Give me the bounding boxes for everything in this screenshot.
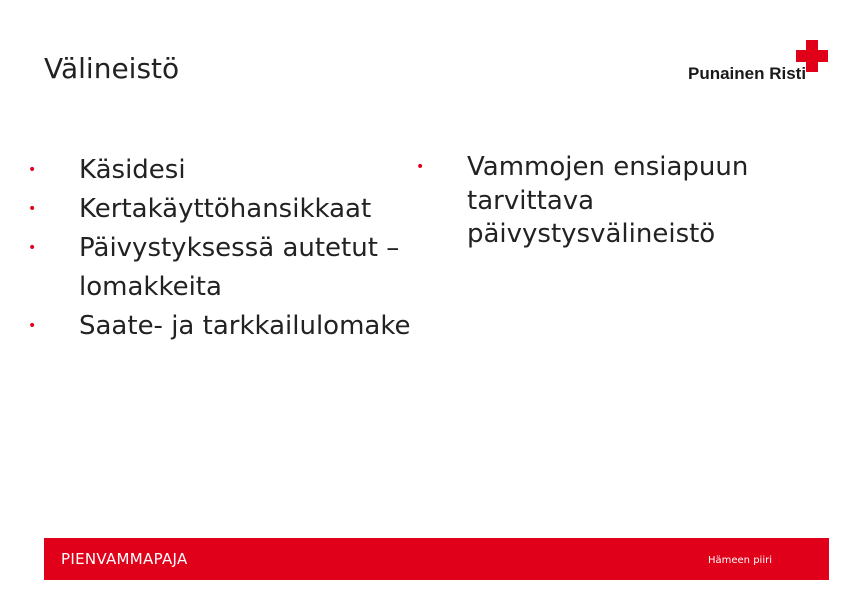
bullet-icon: • <box>416 159 425 175</box>
list-item-text: Kertakäyttöhansikkaat <box>79 194 372 224</box>
bullet-icon: • <box>28 240 37 256</box>
left-bullet-list <box>28 151 418 346</box>
list-item <box>28 229 418 307</box>
list-item <box>28 307 418 346</box>
list-item <box>28 151 418 190</box>
footer-district-name: Hämeen piiri <box>707 555 772 566</box>
list-item <box>416 151 816 252</box>
footer-bar <box>44 538 829 580</box>
footer-course-name: PIENVAMMAPAJA <box>61 550 188 568</box>
red-cross-icon <box>796 40 828 72</box>
logo-text: Punainen Risti <box>688 64 807 83</box>
punainen-risti-logo <box>688 40 830 90</box>
list-item-text: Käsidesi <box>79 155 186 185</box>
bullet-icon: • <box>28 318 37 334</box>
bullet-icon: • <box>28 162 37 178</box>
bullet-icon: • <box>28 201 37 217</box>
slide-title: Välineistö <box>44 52 180 85</box>
list-item-text: Päivystyksessä autetut – lomakkeita <box>79 233 400 302</box>
list-item-text: Saate- ja tarkkailulomake <box>79 311 411 341</box>
list-item <box>28 190 418 229</box>
right-bullet-list <box>416 151 816 252</box>
list-item-text: Vammojen ensiapuun tarvittava päivystysvälineistö <box>467 152 749 249</box>
